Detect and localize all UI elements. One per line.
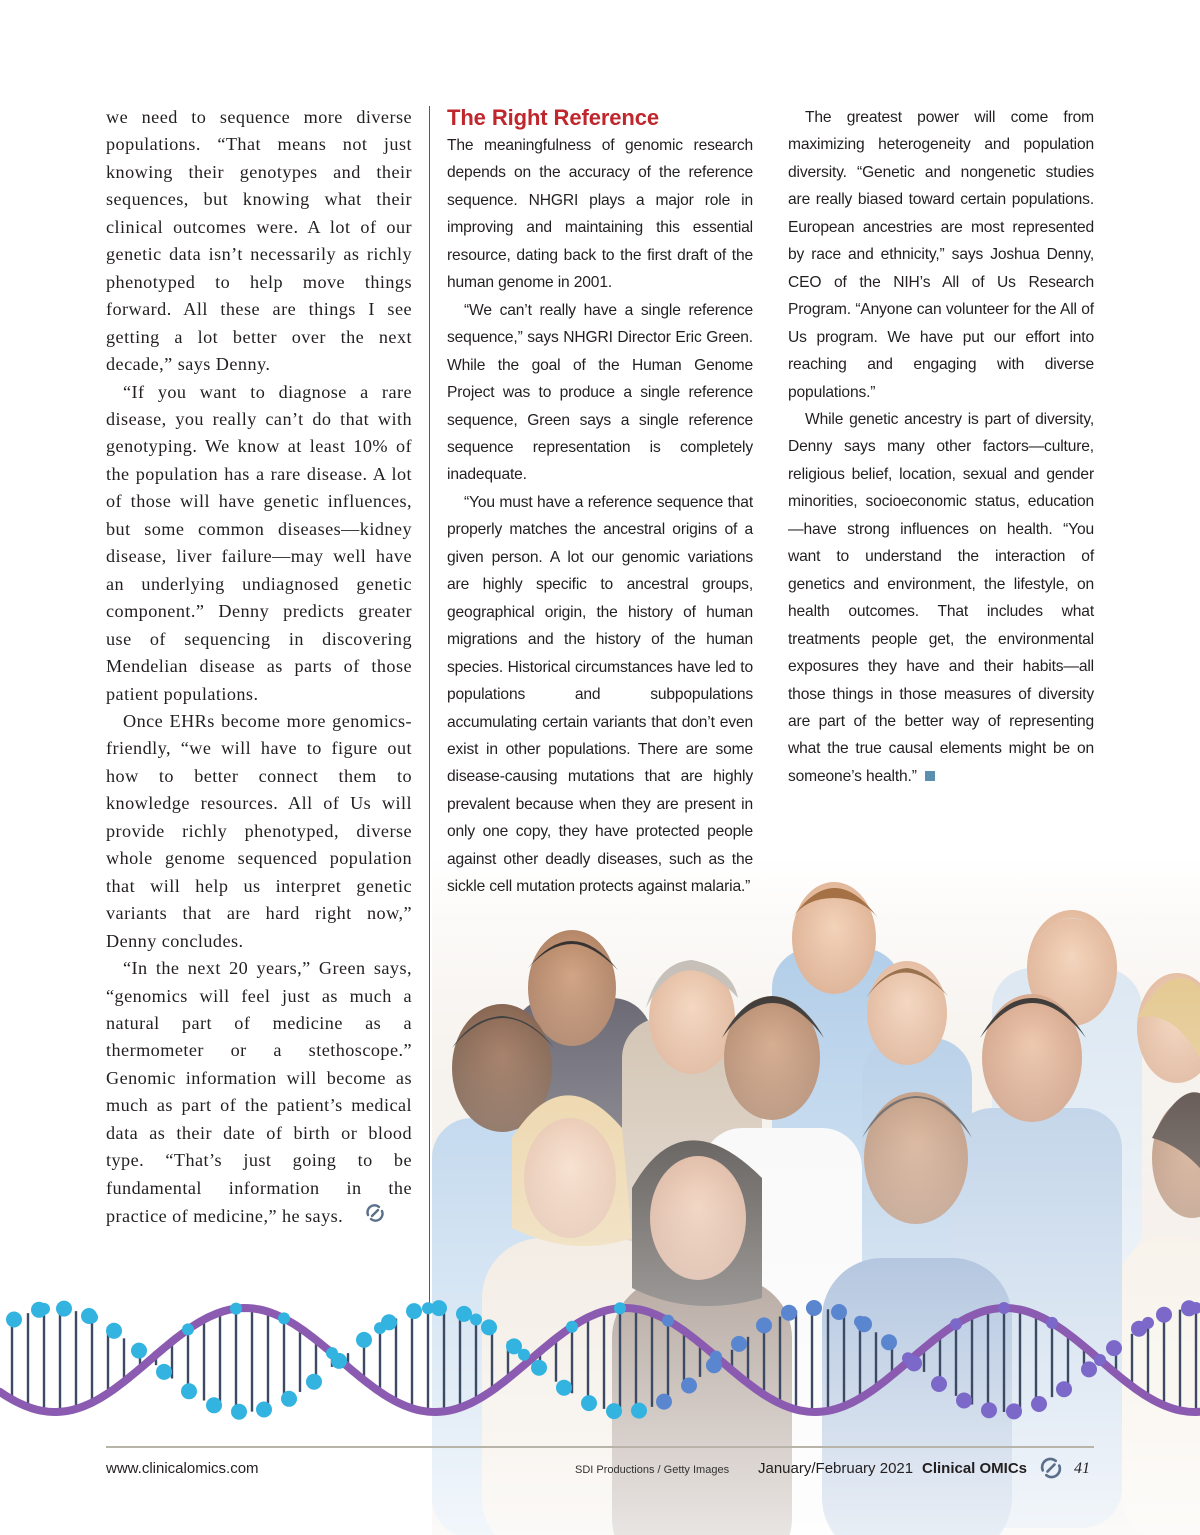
- col1-paragraph-2: “If you want to diagnose a rare disease, you really can’t do that with genotyping. We know at least 10% of the population has a rare disease. A lot of those will have genetic influences, but some common diseases—kidney disease, liver failure—may well have an underlying undiagnosed genetic component.” Denny predicts greater use of sequencing in discovering Mendelian disease as parts of those patient populations.: [106, 381, 412, 704]
- dna-rung-dot: [278, 1312, 290, 1324]
- page-number: 41: [1074, 1460, 1090, 1477]
- dna-strand-dot: [731, 1336, 747, 1352]
- issue-date: January/February 2021: [758, 1460, 914, 1477]
- dna-strand-dot: [456, 1306, 472, 1322]
- column-3: [788, 104, 1094, 790]
- photo-credit: SDI Productions / Getty Images: [575, 1464, 730, 1476]
- dna-strand-dot: [1081, 1361, 1097, 1377]
- col1-paragraph-4: [106, 955, 412, 1233]
- dna-rung-dot: [998, 1302, 1010, 1314]
- dna-rung-dot: [374, 1322, 386, 1334]
- dna-rung-dot: [806, 1302, 818, 1314]
- col2-paragraph-1: The meaningfulness of genomic research depends on the accuracy of the reference sequence. NHGRI plays a major role in improving and maintaining this essential resource, dating back to the first draft of the human genome in 2001.: [447, 137, 753, 292]
- dna-strand-dot: [606, 1403, 622, 1419]
- dna-strand-dot: [656, 1394, 672, 1410]
- dna-rung-dot: [134, 1345, 146, 1357]
- col3-paragraph-2: [788, 406, 1094, 790]
- clinical-omics-logo-icon: [1038, 1455, 1064, 1486]
- dna-strand-dot: [1156, 1307, 1172, 1323]
- dna-strand-dot: [881, 1334, 897, 1350]
- dna-strand-dot: [231, 1404, 247, 1420]
- dna-rung-dot: [86, 1311, 98, 1323]
- dna-rung-dot: [1094, 1354, 1106, 1366]
- dna-strand-dot: [1031, 1396, 1047, 1412]
- dna-rung-dot: [614, 1302, 626, 1314]
- dna-strand-dot: [931, 1376, 947, 1392]
- col2-paragraph-2: “We can’t really have a single reference sequence,” says NHGRI Director Eric Green. While the goal of the Human Genome Project was to produce a single reference sequence, Green says a single reference sequence representation is completely inadequate.: [447, 301, 753, 484]
- footer-rule: [106, 1446, 1094, 1448]
- dna-rung-dot: [1142, 1317, 1154, 1329]
- end-square-icon: [925, 771, 935, 781]
- dna-rung-dot: [182, 1323, 194, 1335]
- dna-strand-dot: [206, 1397, 222, 1413]
- dna-strand-dot: [556, 1380, 572, 1396]
- dna-strand-dot: [981, 1402, 997, 1418]
- dna-strand-dot: [481, 1319, 497, 1335]
- dna-strand-dot: [306, 1374, 322, 1390]
- dna-strand-dot: [181, 1383, 197, 1399]
- dna-strand-dot: [56, 1301, 72, 1317]
- dna-rung-dot: [950, 1318, 962, 1330]
- dna-strand-dot: [6, 1312, 22, 1328]
- dna-rung-dot: [566, 1321, 578, 1333]
- col1-paragraph-3: Once EHRs become more genomics-friendly, “we will have to figure out how to better connect them to knowledge resources. All of Us will provide richly phenotyped, diverse whole genome sequenced population that will help us interpret genetic variants that are hard right now,” Denny concludes.: [106, 710, 412, 951]
- dna-strand-dot: [781, 1305, 797, 1321]
- col3-paragraph-1: The greatest power will come from maximizing heterogeneity and population diversity. “Genetic and nongenetic studies are really biased toward certain populations. European ancestries are most represented by race and ethnicity,” says Joshua Denny, CEO of the NIH’s All of Us Research Program. “Anyone can volunteer for the All of Us program. We have put our effort into reaching and engaging with diverse populations.”: [788, 109, 1094, 401]
- dna-strand-dot: [1056, 1381, 1072, 1397]
- dna-strand-dot: [356, 1332, 372, 1348]
- dna-rung-dot: [230, 1303, 242, 1315]
- dna-rung-dot: [422, 1302, 434, 1314]
- dna-rung-dot: [758, 1319, 770, 1331]
- dna-helix-graphic: [0, 1290, 1200, 1440]
- dna-strand-dot: [406, 1303, 422, 1319]
- col3-paragraph-2-text: While genetic ancestry is part of diversity, Denny says many other factors—culture, religious belief, location, sexual and gender minorities, socioeconomic status, education—have strong influences on health. “You want to understand the interaction of genetics and environment, the lifestyle, on health outcomes. That includes what treatments people get, the environmental exposures they have and their habits—all those things in those measures of diversity are part of the better way of representing what the true causal elements might be on someone’s health.”: [788, 410, 1094, 785]
- column-divider: [429, 106, 430, 1306]
- section-heading: The Right Reference: [447, 105, 660, 130]
- dna-rung-dot: [470, 1314, 482, 1326]
- dna-rung-dot: [326, 1347, 338, 1359]
- dna-rung-dot: [854, 1316, 866, 1328]
- col1-paragraph-4-text: “In the next 20 years,” Green says, “genomics will feel just as much a natural part of medicine as a thermometer or a stethoscope.” Genomic information will become as much as part of the patient’s medical data as their date of birth or blood type. “That’s just going to be fundamental information in the practice of medicine,” he says.: [106, 958, 412, 1227]
- dna-rung-dot: [710, 1351, 722, 1363]
- dna-strand-dot: [1106, 1340, 1122, 1356]
- magazine-name: Clinical OMICs: [922, 1460, 1028, 1477]
- dna-strand-dot: [681, 1378, 697, 1394]
- col2-paragraph-3: “You must have a reference sequence that properly matches the ancestral origins of a given person. A lot our genomic variations are highly specific to ancestral groups, geographical origin, the history of human migrations and the history of the human species. Historical circumstances have led to populations and subpopulations accumulating certain variants that don’t even exist in other populations. There are some disease-causing mutations that are highly prevalent because when they are present in only one copy, they have protected people against other deadly diseases, such as the sickle cell mutation protects against malaria.”: [447, 493, 753, 896]
- dna-strand-dot: [156, 1364, 172, 1380]
- dna-strand-dot: [1006, 1403, 1022, 1419]
- dna-rung-dot: [518, 1349, 530, 1361]
- dna-strand-dot: [281, 1391, 297, 1407]
- dna-strand-dot: [631, 1403, 647, 1419]
- dna-strand-dot: [531, 1360, 547, 1376]
- dna-strand-dot: [256, 1402, 272, 1418]
- clinical-omics-logo-icon: [347, 1202, 386, 1232]
- dna-strand-dot: [956, 1393, 972, 1409]
- dna-rung-dot: [902, 1352, 914, 1364]
- dna-rung-dot: [1046, 1317, 1058, 1329]
- column-2: [447, 104, 753, 901]
- dna-strand-dot: [581, 1395, 597, 1411]
- dna-rung-dot: [38, 1303, 50, 1315]
- dna-strand-dot: [831, 1304, 847, 1320]
- dna-rung-dot: [662, 1315, 674, 1327]
- dna-strand-dot: [106, 1323, 122, 1339]
- col1-paragraph-1: we need to sequence more diverse populations. “That means not just knowing their genotypes and their sequences, but knowing what their clinical outcomes were. A lot of our genetic data isn’t necessarily as richly phenotyped to help move things forward. All these are things I see getting a lot better over the next decade,” says Denny.: [106, 107, 412, 375]
- column-1: [106, 104, 412, 1233]
- footer-url[interactable]: www.clinicalomics.com: [106, 1460, 259, 1477]
